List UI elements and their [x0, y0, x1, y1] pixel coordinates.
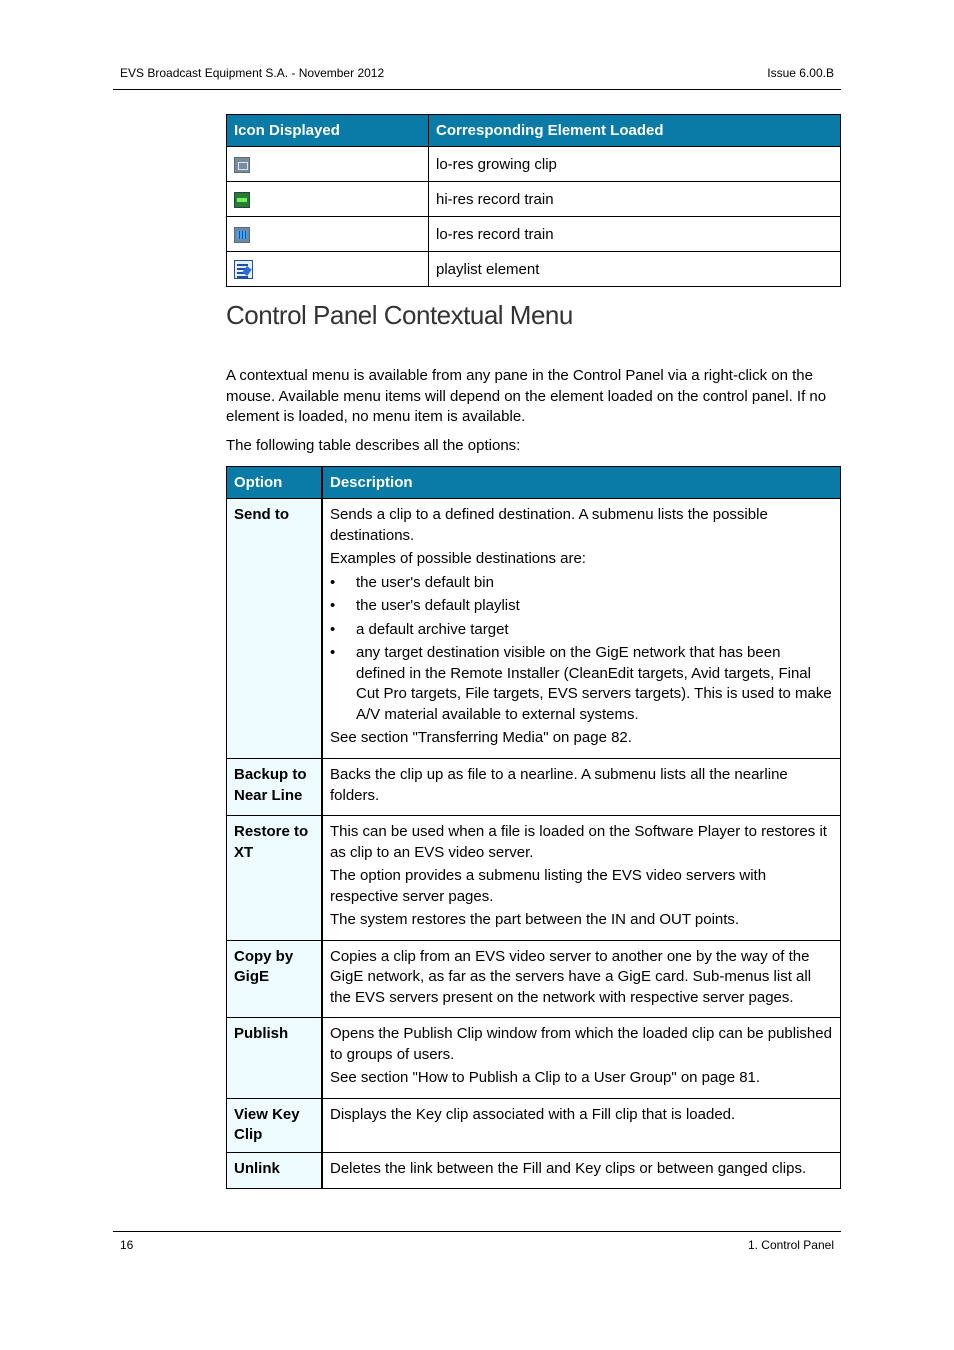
table-intro: The following table describes all the options: — [226, 437, 521, 454]
table-header-row — [227, 115, 841, 147]
table-row — [227, 182, 841, 217]
description-send-to — [322, 499, 841, 759]
description-backup — [322, 759, 841, 816]
description-text: Backs the clip up as file to a nearline. A submenu lists all the nearline folders. — [330, 766, 788, 804]
table-row — [227, 1098, 841, 1152]
chapter-label: 1. Control Panel — [747, 1238, 834, 1252]
options-table — [226, 466, 841, 1189]
intro-paragraph: A contextual menu is available from any pane in the Control Panel via a right-click on the mouse. Available menu items will depend on the element loaded on the control panel. If no element is loaded, no menu item is available. — [226, 367, 827, 425]
list-item: • the user's default bin — [330, 573, 833, 594]
lo-res-record-train-icon — [234, 227, 250, 243]
description-text: Sends a clip to a defined destination. A submenu lists the possible destinations. — [330, 506, 768, 544]
description-restore — [322, 816, 841, 941]
table-row — [227, 252, 841, 287]
lo-res-growing-clip-icon — [234, 157, 250, 173]
table-row — [227, 1018, 841, 1099]
option-send-to: Send to — [227, 499, 323, 759]
table-row — [227, 940, 841, 1018]
playlist-element-icon — [234, 260, 253, 279]
table-header-row — [227, 467, 841, 499]
header-issue: Issue 6.00.B — [767, 66, 834, 80]
section-title: Control Panel Contextual Menu — [226, 300, 573, 330]
option-unlink: Unlink — [227, 1152, 323, 1189]
element-label: playlist element — [429, 252, 841, 287]
option-copy-by-gige: Copy by GigE — [227, 940, 323, 1018]
description-text: The option provides a submenu listing the EVS video servers with respective server pages. — [330, 867, 767, 905]
header-divider — [113, 89, 841, 90]
table-row — [227, 217, 841, 252]
description-text: This can be used when a file is loaded on the Software Player to restores it as clip to an EVS video server. — [330, 823, 827, 861]
description-text: Displays the Key clip associated with a Fill clip that is loaded. — [330, 1105, 736, 1123]
column-header-option: Option — [227, 467, 323, 499]
table-row — [227, 1152, 841, 1189]
hi-res-record-train-icon — [234, 192, 250, 208]
element-label: lo-res growing clip — [429, 147, 841, 182]
description-text: Deletes the link between the Fill and Key clips or between ganged clips. — [330, 1159, 807, 1177]
option-view-key-clip: View Key Clip — [227, 1098, 323, 1152]
table-row — [227, 759, 841, 816]
description-text: Examples of possible destinations are: — [330, 550, 586, 567]
description-text: Copies a clip from an EVS video server to another one by the way of the GigE network, as far as the servers have a GigE card. Sub-menus list all the EVS servers present on the network with respective server pages. — [330, 947, 812, 1006]
footer-divider — [113, 1231, 841, 1232]
table-row — [227, 816, 841, 941]
column-header-icon: Icon Displayed — [227, 115, 429, 147]
page-number: 16 — [120, 1238, 134, 1252]
table-row — [227, 147, 841, 182]
header-publisher: EVS Broadcast Equipment S.A. - November 2012 — [120, 66, 385, 80]
option-publish: Publish — [227, 1018, 323, 1099]
table-row — [227, 499, 841, 759]
element-label: lo-res record train — [429, 217, 841, 252]
column-header-description: Description — [322, 467, 841, 499]
description-publish — [322, 1018, 841, 1099]
list-item: • the user's default playlist — [330, 596, 833, 617]
list-item: • any target destination visible on the GigE network that has been defined in the Remote Installer (CleanEdit targets, Avid targets, Final Cut Pro targets, File targets, EVS servers targets). This is used to make A/V material available to external systems. — [330, 643, 833, 725]
description-text: Opens the Publish Clip window from which the loaded clip can be published to groups of users. — [330, 1025, 832, 1063]
cross-reference: See section "How to Publish a Clip to a User Group" on page 81. — [330, 1069, 761, 1086]
description-text: The system restores the part between the IN and OUT points. — [330, 911, 740, 928]
element-label: hi-res record train — [429, 182, 841, 217]
cross-reference: See section "Transferring Media" on page 82. — [330, 729, 632, 746]
icon-table — [226, 114, 841, 287]
description-view-key — [322, 1098, 841, 1152]
option-backup-to-near-line: Backup to Near Line — [227, 759, 323, 816]
option-restore-to-xt: Restore to XT — [227, 816, 323, 941]
list-item: • a default archive target — [330, 620, 833, 641]
description-unlink — [322, 1152, 841, 1189]
column-header-element: Corresponding Element Loaded — [429, 115, 841, 147]
destination-list — [330, 573, 833, 726]
description-copy — [322, 940, 841, 1018]
